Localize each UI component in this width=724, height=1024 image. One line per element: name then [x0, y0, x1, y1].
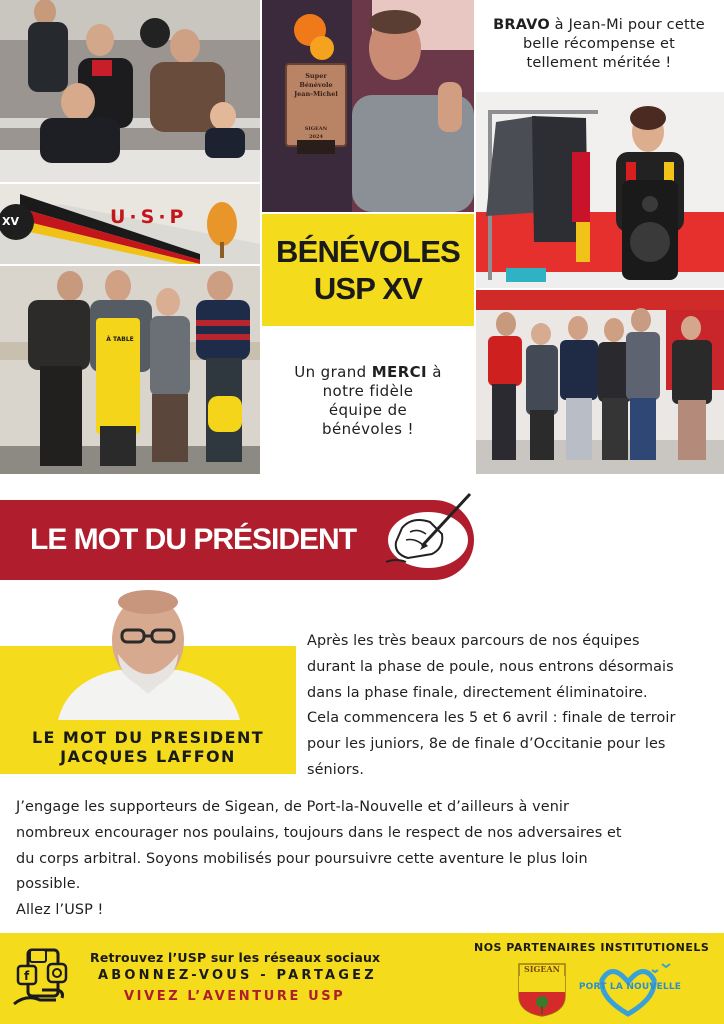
merci-line1: Un grand — [294, 363, 372, 381]
club-sign-number: XV — [2, 215, 19, 228]
paragraph-line: séniors. — [307, 761, 365, 778]
section-banner-title: LE MOT DU PRÉSIDENT — [30, 523, 357, 556]
plaque-line: Jean-Michel — [294, 90, 338, 98]
club-sign-letters: U·S·P — [110, 206, 188, 228]
paragraph-2 — [16, 795, 716, 924]
bravo-line1: à Jean-Mi pour cette — [549, 17, 705, 33]
paragraph-line: J’engage les supporteurs de Sigean, de Port-la-Nouvelle et d’ailleurs à venir — [16, 799, 570, 815]
svg-text:f: f — [24, 969, 30, 983]
paragraph-line: Cela commencera les 5 et 6 avril : finale de terroir — [307, 710, 676, 727]
port-la-nouvelle-name: PORT LA NOUVELLE — [578, 982, 682, 992]
paragraph-line: du corps arbitral. Soyons mobilisés pour poursuivre cette aventure le plus loin — [16, 850, 588, 867]
apron-text: À TABLE — [106, 336, 134, 343]
merci-line4: bénévoles ! — [322, 420, 414, 438]
president-caption-line2: JACQUES LAFFON — [60, 747, 236, 766]
footer-subscribe-text: ABONNEZ-VOUS - PARTAGEZ — [98, 968, 377, 983]
plaque-line: Super — [305, 72, 327, 80]
merci-line1-end: à — [427, 363, 442, 381]
paragraph-line: dans la phase finale, directement éliminatoire. — [307, 684, 648, 701]
title-line1: BÉNÉVOLES — [275, 234, 460, 269]
bravo-line2: belle récompense et — [522, 36, 676, 52]
award-plaque-text — [286, 72, 346, 140]
merci-line3: équipe de — [328, 401, 408, 419]
bravo-strong: BRAVO — [493, 17, 550, 33]
bravo-text — [474, 16, 724, 73]
paragraph-1 — [307, 629, 721, 784]
paragraph-line: Après les très beaux parcours de nos équipes — [307, 633, 640, 649]
footer-adventure-text: VIVEZ L’AVENTURE USP — [124, 989, 346, 1004]
merci-text — [270, 363, 466, 439]
plaque-line: SIGEAN — [304, 126, 328, 132]
title-box — [262, 214, 474, 326]
partners-title: NOS PARTENAIRES INSTITUTIONELS — [474, 941, 710, 954]
paragraph-line: pour les juniors, 8e de finale d’Occitanie pour les — [307, 736, 666, 753]
president-caption-line1: LE MOT DU PRESIDENT — [31, 728, 265, 747]
president-photo — [48, 584, 248, 720]
paragraph-line: possible. — [16, 876, 81, 893]
volunteers-hall-photo — [476, 290, 724, 474]
sigean-name: SIGEAN — [524, 964, 560, 974]
volunteer-award-photo — [476, 92, 724, 288]
paragraph-line: durant la phase de poule, nous entrons désormais — [307, 658, 674, 675]
merci-line2: notre fidèle — [322, 382, 414, 400]
merci-strong: MERCI — [371, 363, 428, 381]
social-media-icon[interactable] — [12, 946, 76, 1010]
plaque-line: 2024 — [309, 134, 323, 140]
plaque-line: Bénévole — [299, 81, 333, 89]
president-caption — [0, 728, 296, 766]
title-line2: USP XV — [313, 271, 423, 306]
paragraph-line: Allez l’USP ! — [16, 902, 104, 919]
footer-social-text: Retrouvez l’USP sur les réseaux sociaux — [90, 950, 381, 965]
writing-hand-icon — [382, 488, 478, 570]
volunteers-group-photo — [0, 266, 260, 474]
supporters-photo — [0, 0, 260, 182]
bravo-line3: tellement méritée ! — [526, 55, 672, 71]
paragraph-line: nombreux encourager nos poulains, toujours dans le respect de nos adversaires et — [16, 824, 622, 841]
